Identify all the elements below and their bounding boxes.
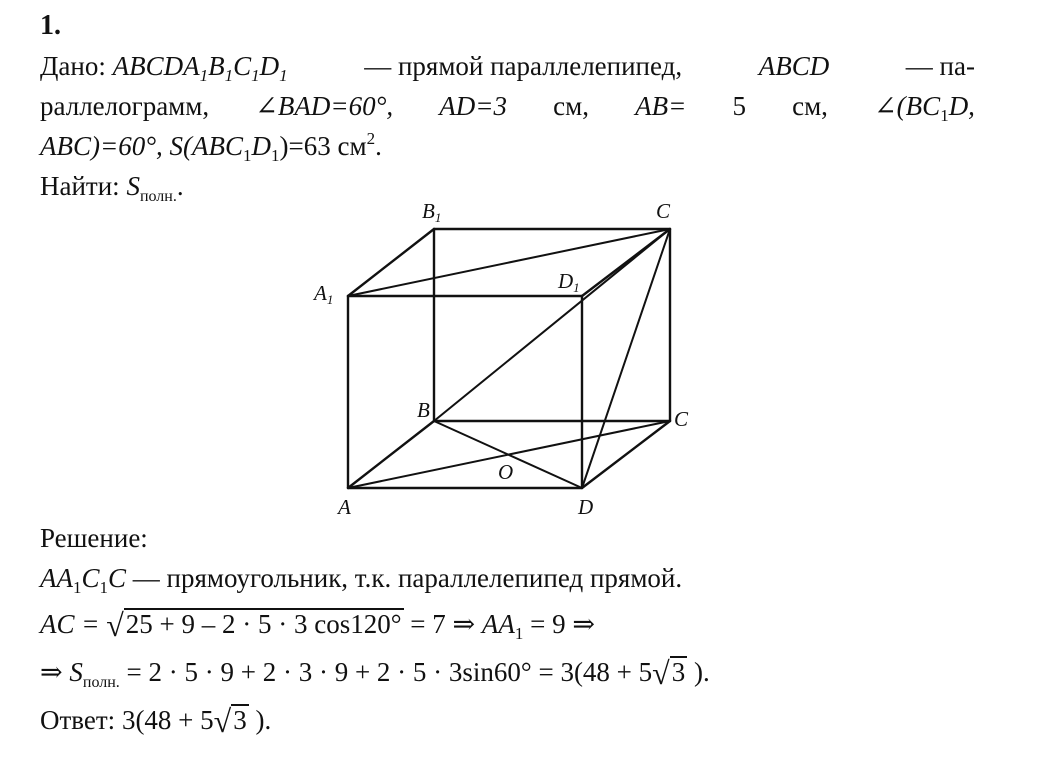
label-d: D [578,495,594,519]
diag-a1-c1 [348,229,670,296]
given-ab-val: 5 [732,91,746,121]
given-angle-plane: $\angle(BC_1D$, [874,91,975,125]
given-line-2 [40,90,975,125]
diag-b-c1 [434,229,670,421]
given-abc-angle: ABC)=60°, [40,131,163,161]
label-a: A [338,495,351,519]
solution-line-1: $AA_1C_1C$ — прямоугольник, т.к. параллелепипед прямой. [40,563,683,597]
given-cm2: см, [792,91,828,121]
answer-line: Ответ: 3(48 + 5√3 ). [40,703,272,739]
label-d1: D1 [558,269,580,295]
label-b: B [417,398,430,422]
edge-a1-b1 [348,229,434,296]
given-text-a: — прямой параллелепипед, [364,51,683,81]
given-line-1 [40,50,975,85]
label-o: O [498,460,514,484]
given-cm1: см, [553,91,589,121]
sqrt-expression: √25 + 9 – 2 · 5 · 3 cos120° [106,607,402,643]
given-line-3 [40,129,382,165]
solution-line-3: ⇒ $S_{полн.} = 2 \cdot 5 \cdot 9 + 2 \cdot 3 \cdot 9 + 2 \cdot 5 \cdot 3\sin 60^\circ = 3(48 + 5√3$ ). [40,655,710,691]
problem-number: 1. [40,10,61,41]
answer-sqrt: √3 [213,703,247,739]
given-abcd: ABCD [758,51,830,81]
given-angle-bad: ∠BAD=60°, [255,91,394,121]
diag-d-c1 [582,229,670,488]
answer-label: Ответ: [40,705,116,735]
edge-a-b [348,421,434,488]
given-ad: AD=3 [439,91,507,121]
label-c: C [674,407,689,431]
given-area: $S(ABC_1D_1)=63$ $см^2$. [169,129,382,165]
parallelepiped-figure [300,196,720,521]
label-a1: A1 [314,281,334,307]
find-s: S [126,171,140,201]
find-line: Найти: $S_{полн.}$. [40,171,184,205]
label-b1: B1 [422,199,442,225]
given-ab: AB= [635,91,687,121]
answer-value: 3(48 + 5 [121,705,214,735]
given-label: Дано: $ABCDA_1B_1C_1D_1$ [40,51,288,85]
solution-line-2: AC = √25 + 9 – 2 · 5 · 3 cos120° = 7 ⇒ $AA_1 = 9$ ⇒ [40,607,596,643]
given-text-c: раллелограмм, [40,91,210,121]
find-label: Найти: [40,171,120,201]
label-c1: C [656,199,671,223]
find-sub: полн. [139,188,177,205]
sqrt-three: √3 [652,655,686,691]
given-text-b: — па- [905,51,975,81]
solution-heading: Решение: [40,523,148,553]
